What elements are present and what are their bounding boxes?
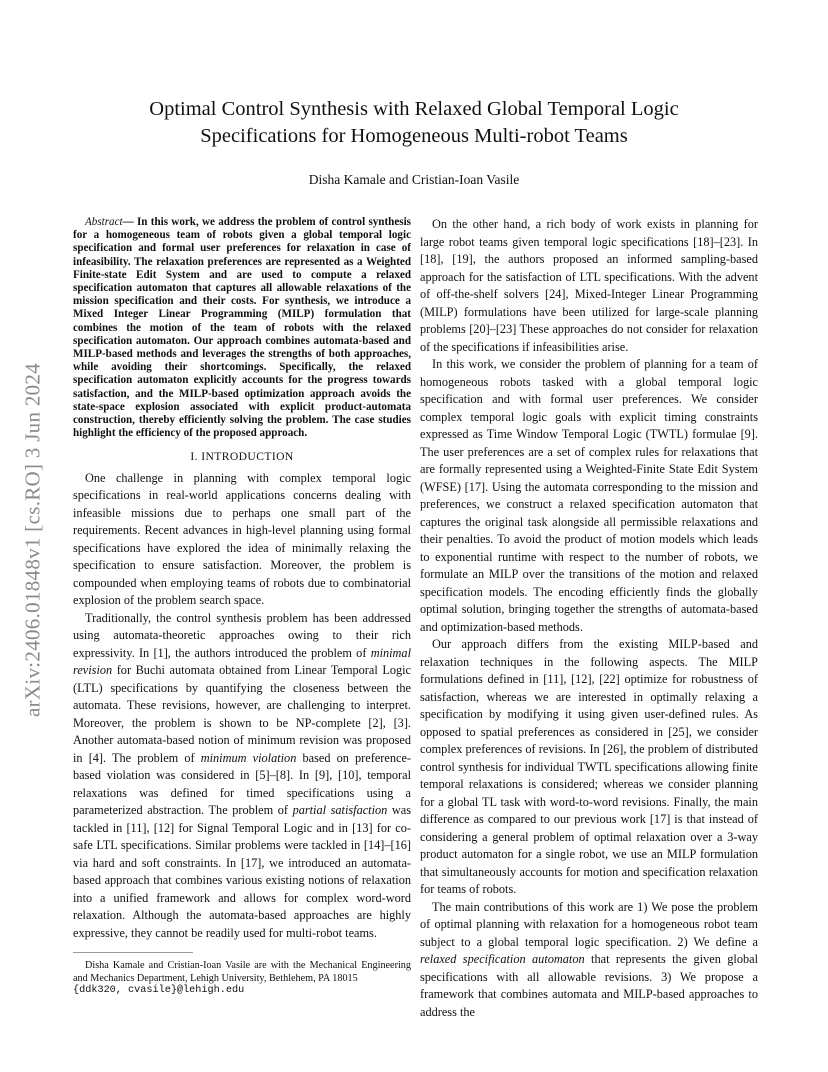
footnote-email: {ddk320, cvasile}@lehigh.edu	[73, 985, 245, 996]
left-column	[73, 216, 411, 942]
abstract-label: Abstract	[85, 216, 123, 228]
footnote-text: Disha Kamale and Cristian-Ioan Vasile are with the Mechanical Engineering and Mechanics Department, Lehigh University, Bethlehem, PA 18015	[73, 960, 411, 984]
right-paragraph-2: In this work, we consider the problem of planning for a team of homogeneous robots tasked with a global temporal logic specification and with formal user preferences. We consider complex temporal logic goals with explicit timing constraints expressed as Time Window Temporal Logic (TWTL) formulae [9]. The user preferences are a set of complex rules for relaxations that are formally represented using a Weighted-Finite State Edit System (WFSE) [17]. Using the automata corresponding to the mission and preferences, we construct a relaxed specification automaton that captures the original task alongside all permissible relaxations and their penalties. To avoid the product of motion models which leads to exponential runtime with respect to the number of robots, we formulate an MILP over the transitions of the motion and relaxed specification models. The encoding efficiently finds the globally optimal solution, bringing together the strengths of automata-based and optimization-based methods.	[420, 357, 758, 634]
right-paragraph-1: On the other hand, a rich body of work exists in planning for large robot teams given temporal logic specifications [18]–[23]. In [18], [19], the authors proposed an informed sampling-based approach for the satisfaction of LTL specifications. With the advent of off-the-shelf solvers [24], Mixed-Integer Linear Programming (MILP) formulations have been utilized for large-scale planning problems [20]–[23] These approaches do not consider for relaxation of the specifications if infeasibilities arise.	[420, 217, 758, 354]
footnote	[73, 960, 411, 998]
intro-paragraph-2: Traditionally, the control synthesis problem has been addressed using automata-theoretic approaches owing to their rich expressivity. In [1], the authors introduced the problem of minimal revision for Buchi automata obtained from Linear Temporal Logic (LTL) specifications by quantifying the closeness between the automata. These revisions, however, are challenging to interpret. Moreover, the problem is shown to be NP-complete [2], [3]. Another automata-based notion of minimum revision was proposed in [4]. The problem of minimum violation based on preference-based violation was considered in [5]–[8]. In [9], [10], temporal relaxations was defined for timed specifications using a parameterized abstraction. The problem of partial satisfaction was tackled in [11], [12] for Signal Temporal Logic and in [13] for co-safe LTL specifications. Similar problems were tackled in [14]–[16] via hard and soft constraints. In [17], we introduced an automata-based approach that combines various existing notions of relaxation into a unified framework and allows for complex word-word relaxation. Although the automata-based approaches are highly expressive, they cannot be readily used for multi-robot teams.	[73, 610, 411, 940]
footnote-rule	[73, 952, 193, 953]
section-heading: I. INTRODUCTION	[190, 450, 294, 464]
authors: Disha Kamale and Cristian-Ioan Vasile	[308, 172, 520, 187]
right-paragraph-3: Our approach differs from the existing MILP-based and relaxation techniques in the following aspects. The MILP formulations defined in [11], [12], [22] optimize for robustness of satisfaction, whereas we are interested in optimally relaxing a specification by modifying it using given user-defined rules. As opposed to spatial preferences as considered in [25], we consider complex preferences of revisions. In [26], the problem of distributed control synthesis for individual TWTL specifications allowing finite temporal relaxations is considered; whereas we consider planning for a global TL task with word-to-word revisions. Finally, the main difference as compared to our previous work [17] is that instead of considering a general problem of optimal relaxation over a 3-way product automaton for a single robot, we use an MILP formulation that simultaneously accounts for motion and specification relaxation for teams of robots.	[420, 637, 758, 896]
abstract-text: — In this work, we address the problem of control synthesis for a homogeneous team of robots given a global temporal logic specification and formal user preferences for relaxation in case of infeasibility. The relaxation preferences are represented as a Weighted Finite-state Edit System and are used to compute a relaxed specification automaton that captures all allowable relaxations of the mission specification and their costs. For synthesis, we introduce a Mixed Integer Linear Programming (MILP) formulation that combines the motion of the team of robots with the relaxed specification automaton. Our approach combines automata-based and MILP-based methods and leverages the strengths of both approaches, while avoiding their shortcomings. Specifically, the relaxed specification automaton explicitly accounts for the progress towards satisfaction, and the MILP-based optimization approach avoids the state-space explosion associated with explicit product-automata construction, thereby efficiently solving the problem. The case studies highlight the efficiency of the proposed approach.	[73, 216, 411, 440]
right-paragraph-4: The main contributions of this work are 1) We pose the problem of optimal planning with relaxation for a homogeneous robot team subject to a global temporal logic specification. 2) We define a relaxed specification automaton that represents the given global specifications with all allowable revisions. 3) We propose a framework that combines automata and MILP-based approaches to address the	[420, 899, 758, 1019]
paper-title	[90, 96, 738, 150]
title-line-1: Optimal Control Synthesis with Relaxed Global Temporal Logic	[149, 98, 679, 120]
arxiv-stamp	[13, 300, 53, 780]
right-column	[420, 216, 758, 1021]
title-line-2: Specifications for Homogeneous Multi-robot Teams	[200, 125, 628, 147]
intro-paragraph-1: One challenge in planning with complex temporal logic specifications in real-world applications concerns dealing with infeasible missions due to perhaps one small part of the requirements. Recent advances in high-level planning using formal specifications have explored the idea of minimally relaxing the specification to ensure satisfaction. Moreover, the problem is compounded when employing teams of robots due to combinatorial explosion of the problem search space.	[73, 470, 411, 608]
arxiv-stamp-text: arXiv:2406.01848v1 [cs.RO] 3 Jun 2024	[20, 362, 45, 718]
abstract	[73, 216, 411, 440]
